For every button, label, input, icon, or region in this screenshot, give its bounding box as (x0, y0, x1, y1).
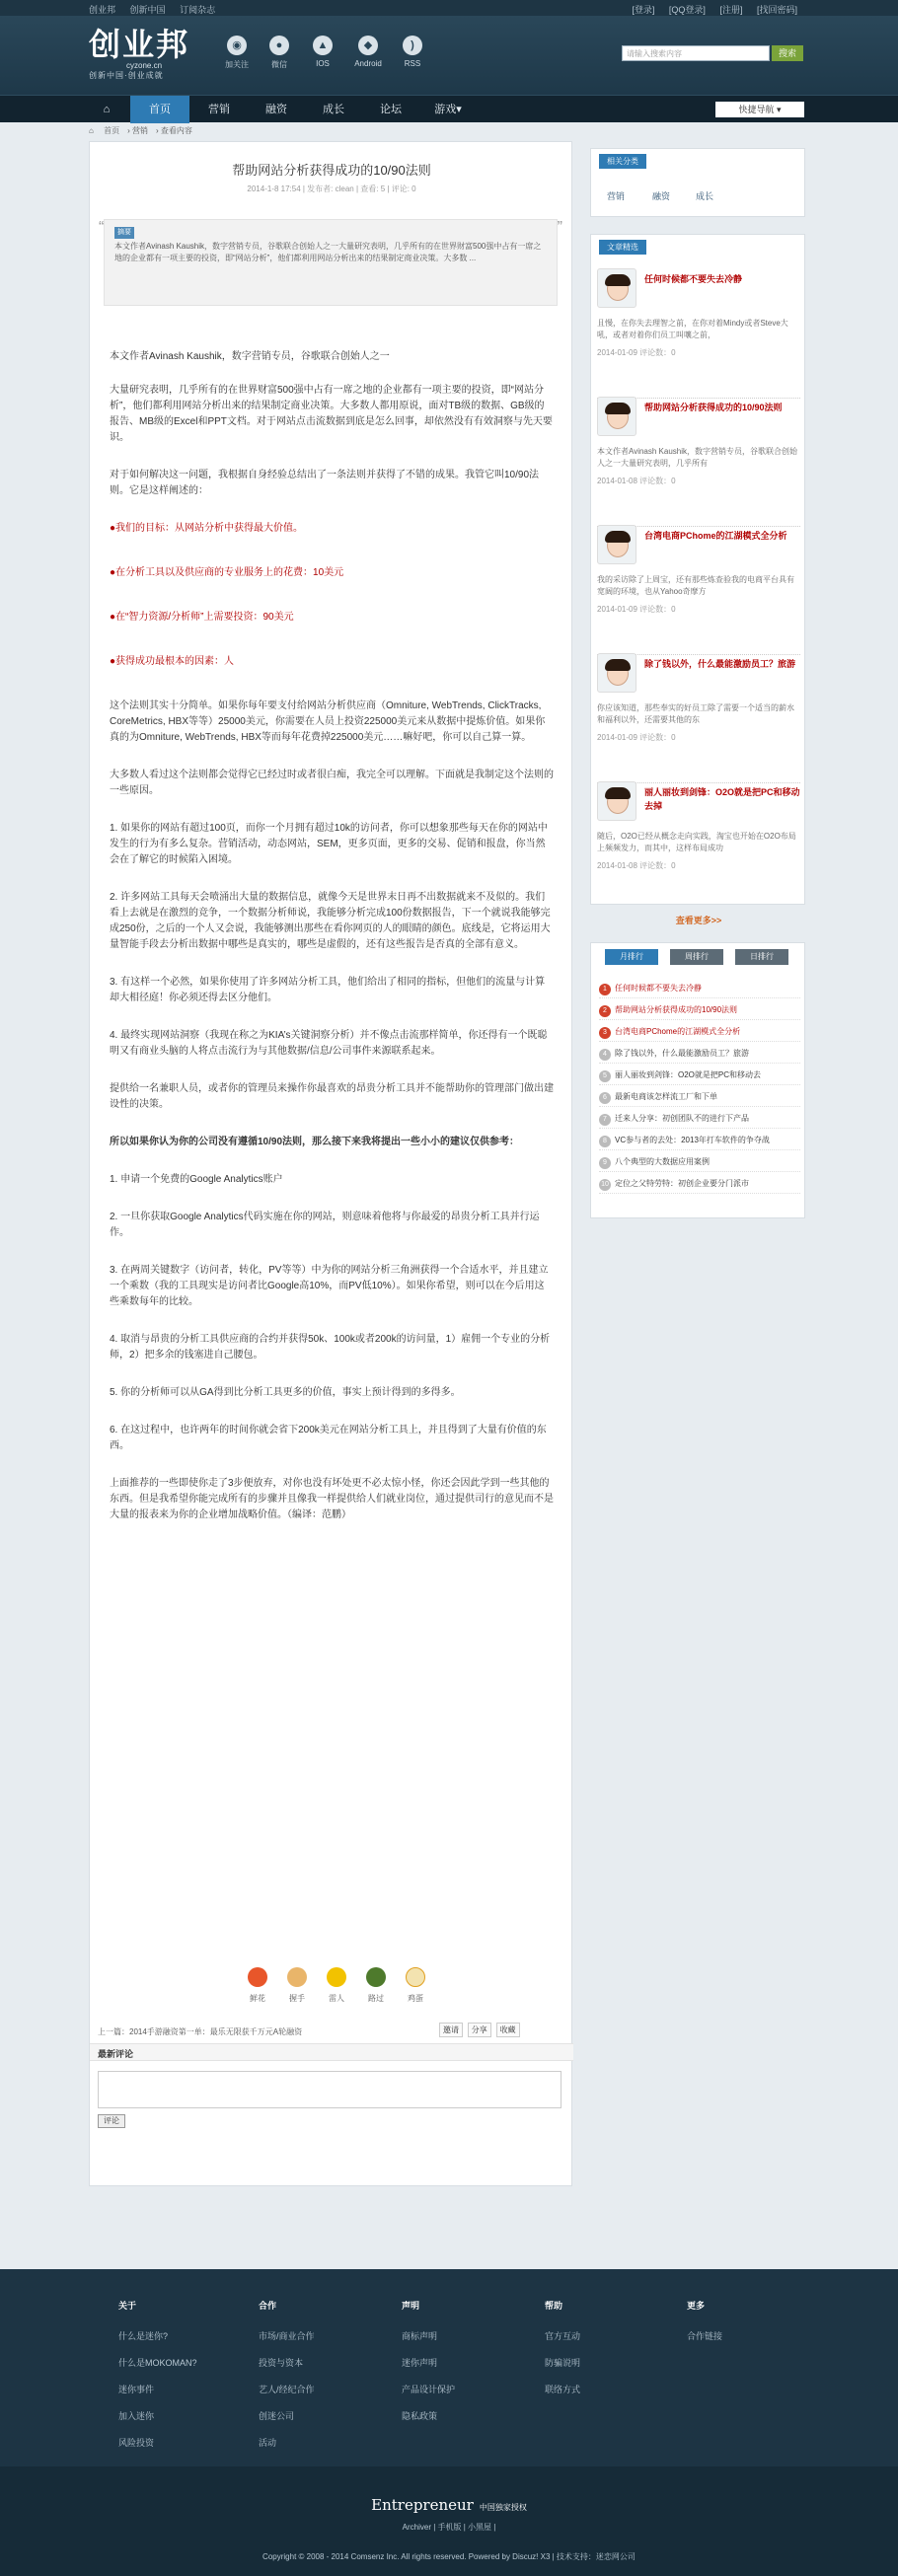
paragraph: 3. 有这样一个必然，如果你使用了许多网站分析工具，他们给出了相同的指标，但他们的流量与计算却大相径庭！你必须还得去区分他们。 (110, 977, 546, 1003)
crumb-marketing[interactable]: 营销 (131, 126, 148, 135)
prev-article-link[interactable]: 上一篇：2014手游融资第一单：最乐无限获千万元A轮融资 (98, 2027, 303, 2036)
featured-item[interactable] (597, 397, 800, 527)
register-link[interactable]: [注册] (719, 5, 743, 15)
article-actions (437, 2023, 520, 2037)
top-link-cyzone[interactable]: 创业邦 (89, 5, 116, 15)
android-icon: ◆ (358, 36, 378, 55)
apple-icon: ▲ (313, 36, 333, 55)
paragraph: 4. 取消与昂贵的分析工具供应商的合约并获得50k、100k或者200k的访问量，1）雇佣一个专业的分析师，2）把多余的钱塞进自己腰包。 (110, 1334, 551, 1361)
walker-icon (366, 1967, 386, 1987)
featured-header: 文章精选 (599, 240, 646, 255)
paragraph: 所以如果你认为你的公司没有遵循10/90法则，那么接下来我将提出一些小小的建议仅供参考： (110, 1137, 520, 1147)
tab-monthly[interactable]: 月排行 (605, 949, 658, 965)
rss-button[interactable]: ) RSS (388, 36, 437, 68)
paragraph: 本文作者Avinash Kaushik，数字营销专员，谷歌联合创始人之一 (110, 351, 390, 362)
rank-item[interactable]: 3 台湾电商PChome的江湖模式全分析 (599, 1022, 800, 1042)
rank-item[interactable]: 4 除了钱以外，什么最能激励员工？旅游 (599, 1044, 800, 1064)
avatar (597, 653, 636, 693)
footer-col-about (118, 2299, 257, 2463)
top-link-innovation[interactable]: 创新中国 (129, 5, 166, 15)
featured-meta: 2014-01-08 评论数：0 (597, 477, 676, 485)
search-button[interactable]: 搜索 (772, 45, 803, 61)
paragraph: 2. 许多网站工具每天会喷涌出大量的数据信息，就像今天是世界末日再不出数据就来不及似的。我们看上去就是在激烈的竞争，一个数据分析师说，我能够分析完成100份数据报告，下一个就说我能够完成250份，之后的一个人又会说，我能够测出那些在看你网页的人的眼睛的颜色。底线是，它将运用大量智能手段去分析出数据中哪些是真实的，哪些是虚假的，还有这些报告是否真的全部有意义。 (110, 892, 551, 950)
weibo-icon: ◉ (227, 36, 247, 55)
rule-analyst: ●在“智力资源/分析师”上需要投资：90美元 (110, 612, 294, 623)
footer-col-head: 关于 (118, 2301, 137, 2311)
featured-title[interactable]: 丽人丽妆到剑锋：O2O就是把PC和移动去掉 (644, 787, 800, 811)
android-button[interactable]: ◆ Android (343, 36, 393, 68)
featured-title[interactable]: 台湾电商PChome的江湖模式全分析 (644, 531, 787, 541)
main-nav (0, 95, 898, 122)
close-quote-icon: ” (557, 219, 562, 236)
site-logo[interactable] (89, 28, 189, 81)
paragraph: 5. 你的分析师可以从GA得到比分析工具更多的价值，事实上预计得到的多得多。 (110, 1387, 461, 1398)
rule-tools: ●在分析工具以及供应商的专业服务上的花费：10美元 (110, 567, 344, 578)
rank-item[interactable]: 7 迁来人分享：初创团队不的进行下产品 (599, 1109, 800, 1129)
featured-item[interactable] (597, 653, 800, 783)
footer-link[interactable]: 产品设计保护 (402, 2385, 456, 2394)
tab-daily[interactable]: 日排行 (735, 949, 788, 965)
paragraph: 4. 最终实现网站洞察（我现在称之为KIA’s关键洞察分析）并不像点击流那样简单，你还得有一个既聪明又有商业头脑的人将点击流行为与其他数据/信息/公司事件来源联系起来。 (110, 1030, 548, 1057)
rss-icon: ) (403, 36, 422, 55)
follow-button[interactable]: ◉ 加关注 (212, 36, 262, 70)
paragraph: 3. 在两周关键数字（访问者，转化，PV等等）中为你的网站分析三角洲获得一个合适水平，并且建立一个乘数（我的工具现实是访问者比Google高10%，而PV低10%）。如果你希望，则可以在今后用这些乘数每年的比较。 (110, 1265, 549, 1307)
footer-col-more (687, 2299, 825, 2356)
flower-icon (248, 1967, 267, 1987)
reaction-bar (238, 1967, 435, 2015)
reaction-shock[interactable]: 雷人 (317, 1967, 356, 2004)
featured-meta: 2014-01-09 评论数：0 (597, 348, 676, 357)
tab-weekly[interactable]: 周排行 (670, 949, 723, 965)
footer-link[interactable]: 加入迷你 (118, 2411, 155, 2421)
featured-desc: 随后，O2O已经从概念走向实践，淘宝也开始在O2O布局上频频发力，而其中，这样布局成功 (597, 832, 796, 852)
find-password-link[interactable]: [找回密码] (756, 5, 797, 15)
summary-label: 摘要 (114, 227, 134, 239)
rank-item[interactable]: 6 最新电商该怎样流工厂和下单 (599, 1087, 800, 1107)
ios-button[interactable]: ▲ IOS (298, 36, 347, 68)
nav-financing[interactable]: 融资 (265, 104, 287, 115)
paragraph: 大量研究表明，几乎所有的在世界财富500强中占有一席之地的企业都有一项主要的投资，即“网站分析”，他们都利用网站分析出来的结果制定商业决策。大多数人都用原说，面对TB级的数据、GB级的报告、MB级的Excel和PPT文档。对于网站点击流数据到底是怎么回事，却依然没有有效洞察与先天要识。 (110, 385, 553, 443)
crumb-home[interactable]: 首页 (104, 126, 120, 135)
footer-link[interactable]: 艺人/经纪合作 (259, 2385, 315, 2394)
rank-item[interactable]: 2 帮助网站分析获得成功的10/90法则 (599, 1000, 800, 1020)
featured-meta: 2014-01-09 评论数：0 (597, 733, 676, 742)
nav-forum[interactable]: 论坛 (380, 104, 402, 115)
reaction-flower[interactable]: 鲜花 (238, 1967, 277, 2004)
comment-submit-button[interactable]: 评论 (98, 2114, 125, 2128)
article-panel (89, 141, 572, 2186)
footer-col-head: 帮助 (545, 2301, 563, 2311)
logo-text: 创业邦 (89, 26, 190, 63)
top-left-links (89, 3, 227, 16)
invite-button[interactable]: 邀请 (439, 2023, 463, 2037)
footer-link[interactable]: 防骗说明 (545, 2358, 581, 2368)
paragraph: 这个法则其实十分简单。如果你每年要支付给网站分析供应商（Omniture, WebTrends, ClickTracks, CoreMetrics, HBX等等）25000美元，你需要在人员上投资225000美元来从数据中提炼价值。如果你真的为Omniture, WebTrends, HBX等而每年花费掉225000美元……嘛好吧，你可以自己算一算。 (110, 700, 546, 743)
footer-bottom (0, 2466, 898, 2576)
paragraph: 2. 一旦你获取Google Analytics代码实施在你的网站，则意味着他将与你最爱的昂贵分析工具并行运作。 (110, 1212, 540, 1238)
rank-item[interactable]: 8 VC参与者的去处：2013年打车软件的争夺战 (599, 1131, 800, 1150)
site-header (0, 16, 898, 95)
footer-col-cooperation (259, 2299, 397, 2463)
copyright-text: Copyright © 2008 - 2014 Comsenz Inc. All rights reserved. Powered by Discuz! X3 | 技术支持：迷恋网公司 (262, 2552, 636, 2561)
top-right-links (632, 3, 809, 16)
paragraph: 6. 在这过程中，也许两年的时间你就会省下200k美元在网站分析工具上，并且得到了大量有价值的东西。 (110, 1425, 547, 1451)
top-link-subscribe[interactable]: 订阅杂志 (180, 5, 216, 15)
rule-people: ●获得成功最根本的因素：人 (110, 656, 235, 667)
wechat-button[interactable]: ● 微信 (255, 36, 304, 70)
featured-title[interactable]: 任何时候都不要失去冷静 (644, 274, 743, 284)
paragraph: 提供给一名兼职人员，或者你的管理员来操作你最喜欢的昂贵分析工具并不能帮助你的管理部门做出建设性的决策。 (110, 1083, 554, 1110)
footer-link[interactable]: 活动 (259, 2438, 277, 2448)
home-icon[interactable]: ⌂ (103, 104, 111, 115)
footer-link[interactable]: 联络方式 (545, 2385, 581, 2394)
search-input[interactable]: 请输入搜索内容 (622, 45, 770, 61)
open-quote-icon: “ (99, 219, 105, 236)
footer-link[interactable]: 官方互动 (545, 2331, 581, 2341)
footer-link[interactable]: 迷你声明 (402, 2358, 438, 2368)
featured-panel (590, 234, 805, 925)
reaction-egg[interactable]: 鸡蛋 (396, 1967, 435, 2004)
footer-col-help (545, 2299, 683, 2409)
rank-item[interactable]: 5 丽人丽妆到剑锋：O2O就是把PC和移动去 (599, 1066, 800, 1085)
logo-domain: cyzone.cn (126, 61, 163, 70)
entrepreneur-sub: 中国独家授权 (479, 2503, 527, 2512)
home-small-icon[interactable]: ⌂ (89, 126, 94, 135)
footer-link[interactable]: 什么是MOKOMAN? (118, 2358, 197, 2368)
featured-meta: 2014-01-08 评论数：0 (597, 861, 676, 870)
view-more-link[interactable]: 查看更多>> (675, 916, 722, 925)
nav-marketing[interactable]: 营销 (208, 104, 230, 115)
footer-link[interactable]: 商标声明 (402, 2331, 438, 2341)
rank-item[interactable]: 1 任何时候都不要失去冷静 (599, 979, 800, 998)
avatar (597, 268, 636, 308)
related-link-growth[interactable]: 成长 (696, 191, 714, 201)
featured-desc: 我的采访除了上周宝，还有那些炼查验我的电商平台具有宽阔的环境，也从Yahoo奇摩方 (597, 575, 794, 596)
login-link[interactable]: [登录] (632, 5, 655, 15)
nav-games[interactable]: 游戏▾ (434, 104, 462, 115)
qq-login-link[interactable]: [QQ登录] (668, 5, 706, 15)
avatar (597, 525, 636, 564)
share-button[interactable]: 分享 (468, 2023, 491, 2037)
featured-title[interactable]: 除了钱以外，什么最能激励员工？旅游 (644, 659, 796, 669)
article-summary (99, 219, 562, 306)
footer-col-head: 合作 (259, 2301, 277, 2311)
footer-link[interactable]: 什么是迷你? (118, 2331, 169, 2341)
featured-desc: 你应该知道，那些奉实的好员工除了需要一个适当的薪水和福利以外，还需要其他的东 (597, 703, 794, 724)
footer-link[interactable]: 创迷公司 (259, 2411, 295, 2421)
paragraph: 大多数人看过这个法则都会觉得它已经过时或者很白痴，我完全可以理解。下面就是我制定这个法则的一些原因。 (110, 770, 554, 796)
reaction-passby[interactable]: 路过 (356, 1967, 396, 2004)
rank-item[interactable]: 10 定位之父特劳特：初创企业要分门派市 (599, 1174, 800, 1194)
featured-item[interactable] (597, 525, 800, 655)
article-body (110, 349, 554, 1545)
nav-growth[interactable]: 成长 (323, 104, 344, 115)
paragraph: 对于如何解决这一问题，我根据自身经验总结出了一条法则并获得了不错的成果。我管它叫10/90法则。它是这样阐述的： (110, 470, 540, 496)
featured-item[interactable] (597, 268, 800, 399)
crumb-current: 查看内容 (160, 126, 192, 135)
article-meta: 2014-1-8 17:54 | 发布者: clean | 查看: 5 | 评论: 0 (247, 184, 416, 193)
article-title: 帮助网站分析获得成功的10/90法则 (232, 163, 431, 178)
quick-nav-dropdown[interactable]: 快捷导航 ▾ (715, 102, 804, 117)
reaction-handshake[interactable]: 握手 (277, 1967, 317, 2004)
footer-col-head: 更多 (687, 2301, 706, 2311)
favorite-button[interactable]: 收藏 (496, 2023, 520, 2037)
related-link-financing[interactable]: 融资 (652, 191, 671, 201)
logo-slogan: 创新中国·创业成就 (89, 71, 164, 80)
featured-desc: 且慢，在你失去理智之前，在你对着Mindy或者Steve大吼，或者对着你们员工叫嚷之前， (597, 319, 788, 339)
related-link-marketing[interactable]: 营销 (607, 191, 626, 201)
rule-goal: ●我们的目标：从网站分析中获得最大价值。 (110, 523, 304, 534)
avatar (597, 397, 636, 436)
comment-textarea[interactable] (98, 2071, 561, 2108)
rank-item[interactable]: 9 八个典型的大数据应用案例 (599, 1152, 800, 1172)
wechat-icon: ● (269, 36, 289, 55)
summary-text: 本文作者Avinash Kaushik，数字营销专员，谷歌联合创始人之一大量研究表明，几乎所有的在世界财富500强中占有一席之地的企业都有一项主要的投资，即“网站分析”，他们都利用网站分析出来的结果制定商业决策。大多数 ... (114, 242, 542, 262)
avatar (597, 781, 636, 821)
featured-item[interactable] (597, 781, 800, 912)
ranking-panel (590, 942, 805, 1218)
footer-link[interactable]: 合作链接 (687, 2331, 723, 2341)
footer-col-statement (402, 2299, 540, 2436)
related-header: 相关分类 (599, 154, 646, 169)
site-footer (0, 2269, 898, 2576)
footer-col-head: 声明 (402, 2301, 420, 2311)
entrepreneur-logo[interactable]: Entrepreneur 中国独家授权 (371, 2496, 527, 2514)
lightning-icon (327, 1967, 346, 1987)
featured-title[interactable]: 帮助网站分析获得成功的10/90法则 (644, 403, 783, 412)
footer-link[interactable]: 迷你事件 (118, 2385, 155, 2394)
featured-meta: 2014-01-09 评论数：0 (597, 605, 676, 614)
footer-small-links[interactable]: Archiver | 手机版 | 小黑屋 | (402, 2523, 496, 2532)
paragraph: 上面推荐的一些即使你走了3步便放弃，对你也没有坏处更不必太惊小怪，你还会因此学到一些其他的东西。但是我希望你能完成所有的步骤并且像我一样提供给人们就业岗位，通过提供司行的意见而不是大量的报表来为你的企业增加战略价值。（编译：范鹏） (110, 1478, 554, 1520)
handshake-icon (287, 1967, 307, 1987)
egg-icon (406, 1967, 425, 1987)
paragraph: 1. 申请一个免费的Google Analytics账户 (110, 1174, 283, 1185)
footer-link[interactable]: 投资与资本 (259, 2358, 304, 2368)
footer-link[interactable]: 市场/商业合作 (259, 2331, 315, 2341)
comment-header: 最新评论 (90, 2043, 573, 2061)
footer-link[interactable]: 风险投资 (118, 2438, 155, 2448)
breadcrumb: ⌂ 首页 › 营销 › 查看内容 (89, 126, 192, 135)
paragraph: 1. 如果你的网站有超过100页，而你一个月拥有超过10k的访问者，你可以想象那些每天在你的网站中发生的行为有多么复杂。营销活动，动态网站，SEM，更多页面，更多的交易、促销和报盘，你当然会在了解它的时候陷入困境。 (110, 823, 548, 865)
featured-desc: 本文作者Avinash Kaushik，数字营销专员，谷歌联合创始人之一大量研究表明，几乎所有 (597, 447, 797, 468)
top-strip (0, 0, 898, 16)
nav-home[interactable]: 首页 (130, 96, 189, 123)
footer-link[interactable]: 隐私政策 (402, 2411, 438, 2421)
related-categories-panel (590, 148, 805, 217)
